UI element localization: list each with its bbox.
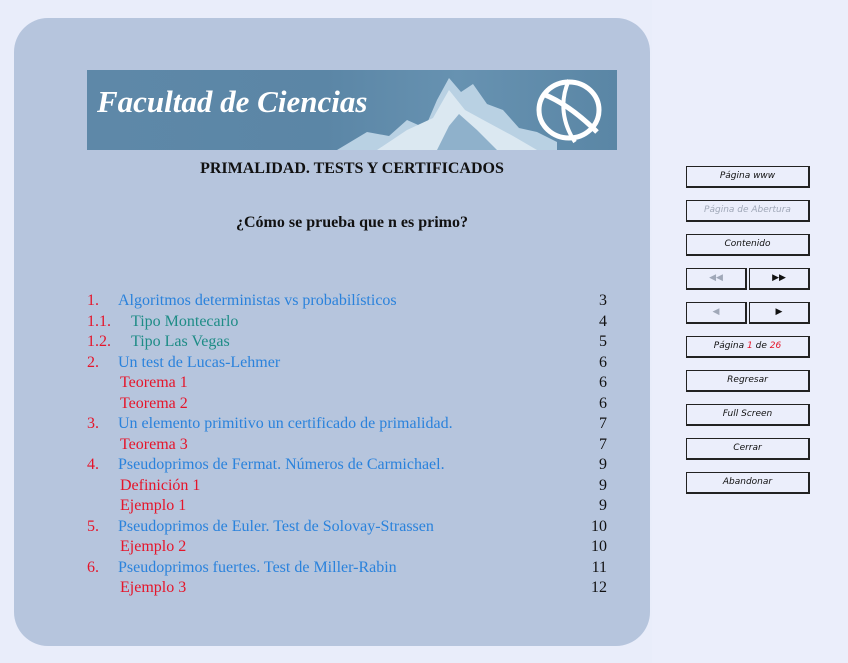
toc-entry-title: Ejemplo 1 [120, 497, 187, 514]
toc-entry[interactable] [87, 312, 607, 333]
toc-entry[interactable] [87, 578, 607, 599]
page-indicator [686, 336, 810, 358]
slide [14, 18, 650, 646]
toc-entry-page: 5 [599, 333, 607, 350]
toc-entry[interactable] [87, 435, 607, 456]
toc-entry-page: 9 [599, 456, 607, 473]
current-page-number: 1 [747, 341, 753, 351]
document-title: PRIMALIDAD. TESTS Y CERTIFICADOS [200, 160, 504, 177]
toc-entry-number: 2. [87, 353, 99, 371]
toc-entry[interactable] [87, 332, 607, 353]
toc-entry-title: Ejemplo 3 [120, 579, 187, 596]
table-of-contents [87, 291, 607, 599]
toc-entry-title: Pseudoprimos de Euler. Test de Solovay-Strassen [118, 517, 434, 535]
toc-entry-page: 7 [599, 435, 607, 453]
toc-entry-title: Ejemplo 2 [120, 538, 187, 555]
toc-entry-title: Teorema 3 [120, 435, 188, 453]
toc-entry-number: 1.1. [87, 312, 111, 330]
toc-entry-title: Pseudoprimos fuertes. Test de Miller-Rabin [118, 558, 397, 576]
toc-entry-title: Tipo Las Vegas [131, 333, 230, 350]
toc-entry-title: Tipo Montecarlo [131, 312, 239, 330]
toc-entry[interactable] [87, 394, 607, 415]
document-subtitle: ¿Cómo se prueba que n es primo? [235, 214, 468, 231]
toc-entry-number: 1. [87, 292, 99, 309]
toc-entry-page: 6 [599, 353, 607, 371]
toc-entry-number: 3. [87, 415, 99, 432]
toc-entry-title: Un test de Lucas-Lehmer [118, 353, 281, 371]
toc-entry[interactable] [87, 455, 607, 476]
total-pages-number: 26 [769, 341, 782, 351]
toc-entry-page: 11 [591, 558, 607, 576]
toc-entry-title: Pseudoprimos de Fermat. Números de Carmichael. [118, 456, 445, 473]
toc-entry-number: 4. [87, 456, 99, 473]
toc-entry-number: 5. [87, 517, 99, 535]
web-page-button[interactable]: Página www [686, 166, 810, 188]
navigation-panel [652, 0, 848, 663]
next-page-icon[interactable]: ▶ [749, 302, 810, 324]
toc-entry-title: Definición 1 [120, 476, 201, 494]
toc-entry-page: 12 [591, 579, 607, 596]
toc-entry[interactable] [87, 537, 607, 558]
toc-entry[interactable] [87, 414, 607, 435]
toc-entry-number: 6. [87, 558, 99, 576]
toc-entry[interactable] [87, 496, 607, 517]
toc-entry-page: 10 [591, 517, 607, 535]
toc-entry-title: Un elemento primitivo un certificado de primalidad. [118, 415, 453, 432]
toc-entry-page: 10 [591, 538, 607, 555]
page-separator: de [755, 341, 767, 351]
toc-entry[interactable] [87, 353, 607, 374]
toc-entry[interactable] [87, 373, 607, 394]
toc-entry-page: 9 [599, 476, 607, 494]
toc-entry-page: 9 [599, 497, 607, 514]
first-page-icon[interactable]: ◀◀ [686, 268, 747, 290]
previous-page-icon[interactable]: ◀ [686, 302, 747, 324]
university-logo [529, 72, 609, 148]
toc-entry[interactable] [87, 517, 607, 538]
toc-entry-page: 3 [599, 292, 607, 309]
banner-title: Facultad de Ciencias [97, 84, 368, 119]
iceberg-image [337, 70, 557, 150]
page-prefix: Página [713, 341, 745, 351]
back-button[interactable]: Regresar [686, 370, 810, 392]
toc-entry[interactable] [87, 476, 607, 497]
toc-entry-title: Teorema 2 [120, 394, 188, 412]
faculty-banner [87, 70, 617, 150]
toc-entry-title: Algoritmos deterministas vs probabilísticos [118, 292, 397, 309]
toc-entry-page: 6 [599, 394, 607, 412]
full-screen-button[interactable]: Full Screen [686, 404, 810, 426]
toc-entry-page: 6 [599, 374, 607, 391]
toc-entry[interactable] [87, 558, 607, 579]
toc-entry-number: 1.2. [87, 333, 111, 350]
toc-entry-title: Teorema 1 [120, 374, 188, 391]
toc-entry-page: 7 [599, 415, 607, 432]
close-button[interactable]: Cerrar [686, 438, 810, 460]
toc-entry-page: 4 [599, 312, 607, 330]
quit-button[interactable]: Abandonar [686, 472, 810, 494]
opening-page-button[interactable]: Página de Abertura [686, 200, 810, 222]
toc-entry[interactable] [87, 291, 607, 312]
last-page-icon[interactable]: ▶▶ [749, 268, 810, 290]
contents-button[interactable]: Contenido [686, 234, 810, 256]
